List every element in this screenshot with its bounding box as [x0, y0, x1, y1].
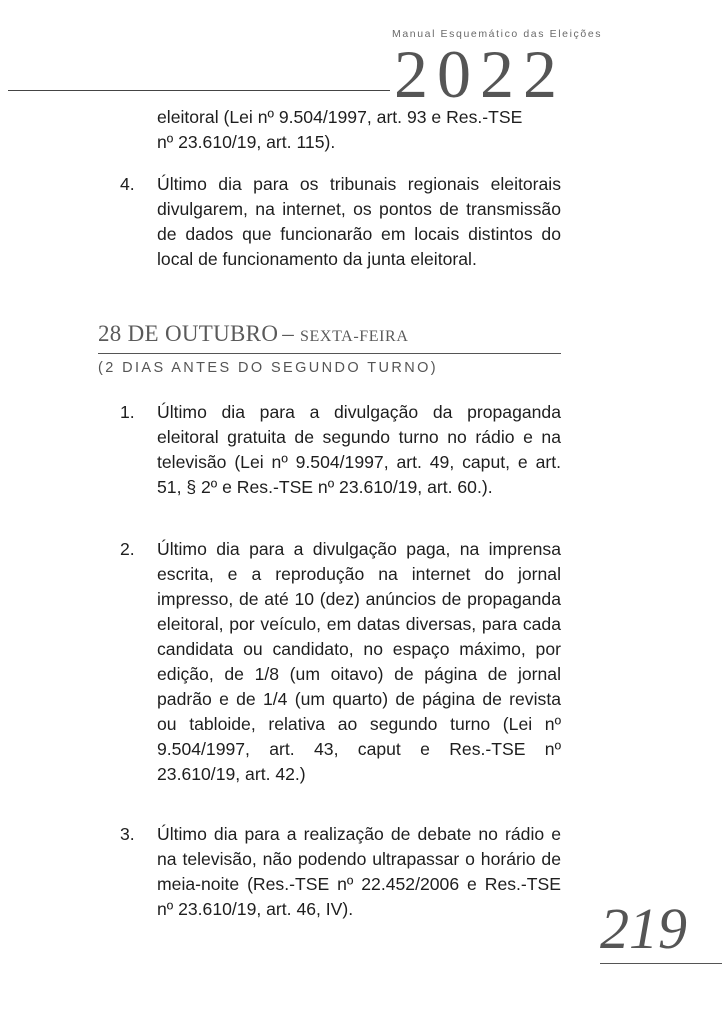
section-dash: –: [282, 321, 295, 346]
list-item-text: Último dia para a divulgação paga, na imprensa escrita, e a reprodução na internet do jornal impresso, de até 10 (dez) anúncios de propaganda eleitoral, por veículo, em datas diversas, para cada candidata ou candidato, no espaço máximo, por edição, de 1/8 (um oitavo) de página de jornal padrão e de 1/4 (um quarto) de página de revista ou tabloide, relativa ao segundo turno (Lei nº 9.504/1997, art. 43, caput e Res.-TSE nº 23.610/19, art. 42.): [157, 539, 561, 784]
list-item-number: 4.: [120, 174, 135, 194]
page-number-divider: [600, 963, 722, 964]
section-subtitle: (2 DIAS ANTES DO SEGUNDO TURNO): [98, 360, 439, 376]
page-number: 219: [600, 896, 687, 961]
list-item-text: Último dia para a realização de debate no rádio e na televisão, não podendo ultrapassar o horário de meia-noite (Res.-TSE nº 22.452/2006 e Res.-TSE nº 23.610/19, art. 46, IV).: [157, 824, 561, 919]
section-divider: [98, 353, 561, 354]
section-heading: [98, 321, 408, 347]
list-item-text: Último dia para os tribunais regionais eleitorais divulgarem, na internet, os pontos de transmissão de dados que funcionarão em locais distintos do local de funcionamento da junta eleitoral.: [157, 174, 561, 269]
section-weekday: SEXTA-FEIRA: [300, 328, 409, 345]
continuation-paragraph: [157, 105, 561, 155]
section-date: 28 DE OUTUBRO: [98, 321, 279, 346]
header-divider: [8, 90, 390, 91]
continuation-line-1: eleitoral (Lei nº 9.504/1997, art. 93 e Res.-TSE: [157, 107, 523, 127]
continuation-line-2: nº 23.610/19, art. 115).: [157, 132, 336, 152]
header-subtitle: Manual Esquemático das Eleições: [392, 28, 603, 40]
list-item-number: 2.: [120, 539, 135, 559]
list-item-number: 1.: [120, 402, 135, 422]
list-item-text: Último dia para a divulgação da propaganda eleitoral gratuita de segundo turno no rádio e na televisão (Lei nº 9.504/1997, art. 49, caput, e art. 51, § 2º e Res.-TSE nº 23.610/19, art. 60.).: [157, 402, 561, 497]
list-item-number: 3.: [120, 824, 135, 844]
header-year: 2022: [394, 36, 566, 112]
